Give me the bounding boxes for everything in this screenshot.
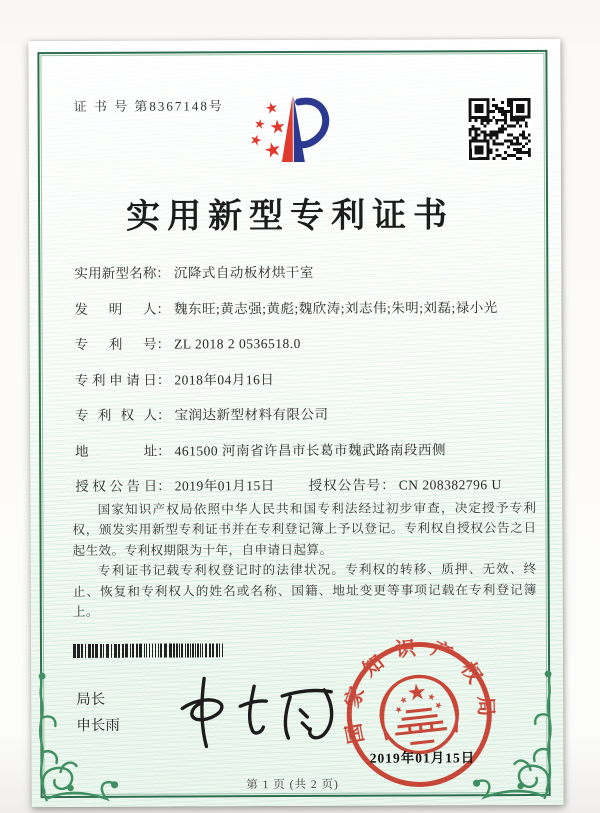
field-row: 专利权人： 宝润达新型材料有限公司 bbox=[75, 403, 532, 426]
field-row: 专利申请日： 2018年04月16日 bbox=[75, 367, 532, 390]
field-row: 专利号： ZL 2018 2 0536518.0 bbox=[75, 332, 532, 355]
legal-paragraph: 专利证书记载专利权登记时的法律状况。专利权的转移、质押、无效、终止、恢复和专利权人的姓名或名称、国籍、地址变更等事项记载在专利登记簿上。 bbox=[72, 562, 537, 620]
field-label: 专利号 bbox=[74, 336, 157, 352]
certificate-title: 实用新型专利证书 bbox=[126, 197, 455, 236]
seal-date: 2019年01月15日 bbox=[369, 750, 476, 766]
patent-number: ZL 2018 2 0536518.0 bbox=[174, 335, 301, 352]
field-row: 地址： 461500 河南省许昌市长葛市魏武路南段西侧 bbox=[75, 438, 532, 461]
patentee: 宝润达新型材料有限公司 bbox=[174, 406, 329, 423]
official-seal bbox=[341, 636, 498, 793]
grant-date: 2019年01月15日 bbox=[174, 478, 275, 494]
patent-name: 沉降式自动板材烘干室 bbox=[173, 264, 314, 281]
field-label: 实用新型名称 bbox=[74, 265, 157, 281]
field-row: 实用新型名称： 沉降式自动板材烘干室 bbox=[74, 261, 531, 284]
field-label: 发明人 bbox=[74, 301, 157, 317]
national-emblem-icon bbox=[377, 673, 461, 757]
field-label: 专利申请日 bbox=[74, 372, 157, 388]
field-label: 授权公告日 bbox=[75, 478, 158, 494]
inventors: 魏东旺;黄志强;黄彪;魏欣涛;刘志伟;朱明;刘磊;禄小光 bbox=[173, 299, 498, 317]
field-label: 授权公告号 bbox=[308, 477, 382, 493]
publication-number: CN 208382796 U bbox=[398, 477, 502, 493]
field-row: 授权公告日： 2019年01月15日 授权公告号： CN 208382796 U bbox=[75, 474, 532, 497]
cnipa-logo-icon bbox=[229, 80, 369, 189]
legal-text bbox=[72, 498, 537, 622]
seal-text: 国家知识产权局 bbox=[340, 636, 497, 746]
field-row: 发明人： 魏东旺;黄志强;黄彪;魏欣涛;刘志伟;朱明;刘磊;禄小光 bbox=[74, 296, 531, 319]
director-signature-icon bbox=[166, 672, 356, 753]
director-block bbox=[76, 687, 120, 739]
director-title: 局长 bbox=[76, 691, 106, 708]
certificate-sheet bbox=[28, 39, 563, 807]
field-label: 专利权人 bbox=[74, 407, 157, 423]
field-list bbox=[74, 261, 532, 511]
certificate-number: 证 书 号 第8367148号 bbox=[73, 98, 224, 114]
director-name: 申长雨 bbox=[76, 717, 120, 734]
qr-code bbox=[467, 96, 533, 162]
filing-date: 2018年04月16日 bbox=[174, 371, 275, 388]
legal-paragraph: 国家知识产权局依照中华人民共和国专利法经过初步审查，决定授予专利权，颁发实用新型专利证书并在专利登记簿上予以登记。专利权自授权公告之日起生效。专利权期限为十年，自申请日起算。 bbox=[72, 500, 537, 558]
page-number: 第 1 页 (共 2 页) bbox=[246, 778, 339, 792]
field-label: 地址 bbox=[75, 443, 158, 459]
barcode bbox=[73, 643, 226, 658]
address: 461500 河南省许昌市长葛市魏武路南段西侧 bbox=[174, 441, 447, 459]
